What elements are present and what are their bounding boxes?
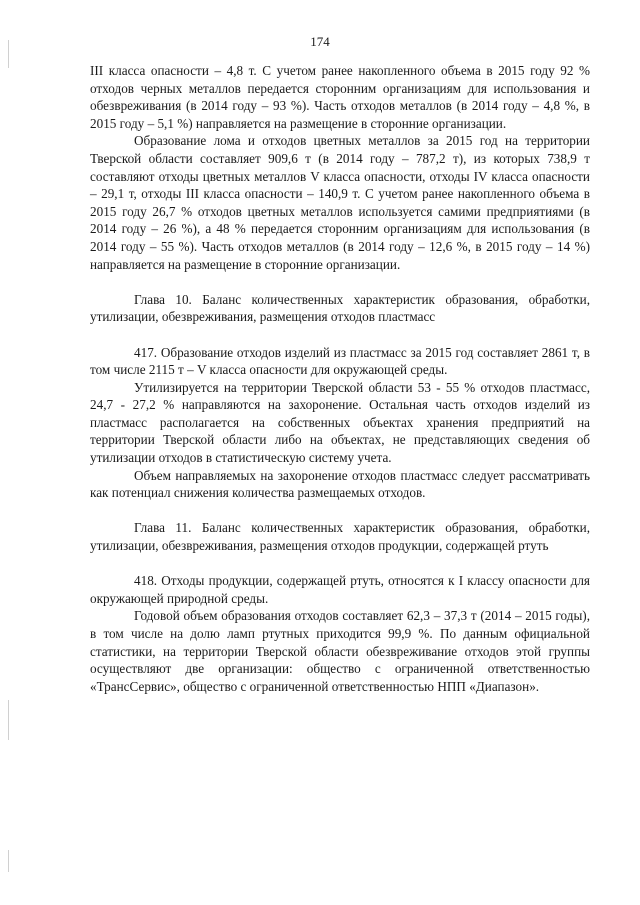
spacer [90,502,590,520]
paragraph-mercury-volume: Годовой объем образования отходов составляет 62,3 – 37,3 т (2014 – 2015 годы), в том числе на долю ламп ртутных приходится 99,9 %. По данным официальной статистики, на территории Тверской области обезвреживание отходов этой группы осуществляют две организации: общество с ограниченной ответственностью «ТрансСервис», общество с ограниченной ответственностью НПП «Диапазон». [90,608,590,694]
paragraph-nonferrous-metals: Образование лома и отходов цветных металлов за 2015 год на территории Тверской области составляет 909,6 т (в 2014 году – 787,2 т), из которых 738,9 т составляют отходы цветных металлов V класса опасности, отходы IV класса опасности – 29,1 т, отходы III класса опасности – 140,9 т. С учетом ранее накопленного объема в 2015 году 26,7 % отходов цветных металлов используется самими предприятиями (в 2014 году – 26 %), а 48 % передается сторонним организациям для использования (в 2014 году – 55 %). Часть отходов металлов (в 2014 году – 12,6 %, в 2015 году – 14 %) направляется на размещение в сторонние организации. [90,133,590,272]
paragraph-plastics-utilization: Утилизируется на территории Тверской области 53 - 55 % отходов пластмасс, 24,7 - 27,2 % направляются на захоронение. Остальная часть отходов изделий из пластмасс располагается на собственных объектах хранения предприятий на территории Тверской области либо на объектах, не представляющих сведения об утилизации отходов в статистическую систему учета. [90,379,590,466]
spacer [90,273,590,291]
chapter-10-heading: Глава 10. Баланс количественных характеристик образования, обработки, утилизации, обезвреживания, размещения отходов пластмасс [90,291,590,325]
paragraph-ferrous-metals: III класса опасности – 4,8 т. С учетом ранее накопленного объема в 2015 году 92 % отходов черных металлов передается сторонним организациям для использования и обезвреживания (в 2014 году – 93 %). Часть отходов металлов (в 2014 году – 4,8 %, в 2015 году – 5,1 %) направляется на размещение в сторонние организации. [90,63,590,131]
spacer [90,326,590,344]
spacer [90,555,590,573]
page-number: 174 [310,34,330,49]
document-body [90,62,590,695]
chapter-11-heading: Глава 11. Баланс количественных характеристик образования, обработки, утилизации, обезвреживания, размещения отходов продукции, содержащей ртуть [90,520,590,554]
paragraph-417: 417. Образование отходов изделий из пластмасс за 2015 год составляет 2861 т, в том числе 2115 т – V класса опасности для окружающей среды. [90,344,590,378]
scan-artifact [8,850,9,872]
paragraph-plastics-landfill: Объем направляемых на захоронение отходов пластмасс следует рассматривать как потенциал снижения количества размещаемых отходов. [90,467,590,501]
scan-artifact [8,700,9,740]
paragraph-418: 418. Отходы продукции, содержащей ртуть, относятся к I классу опасности для окружающей природной среды. [90,573,590,606]
